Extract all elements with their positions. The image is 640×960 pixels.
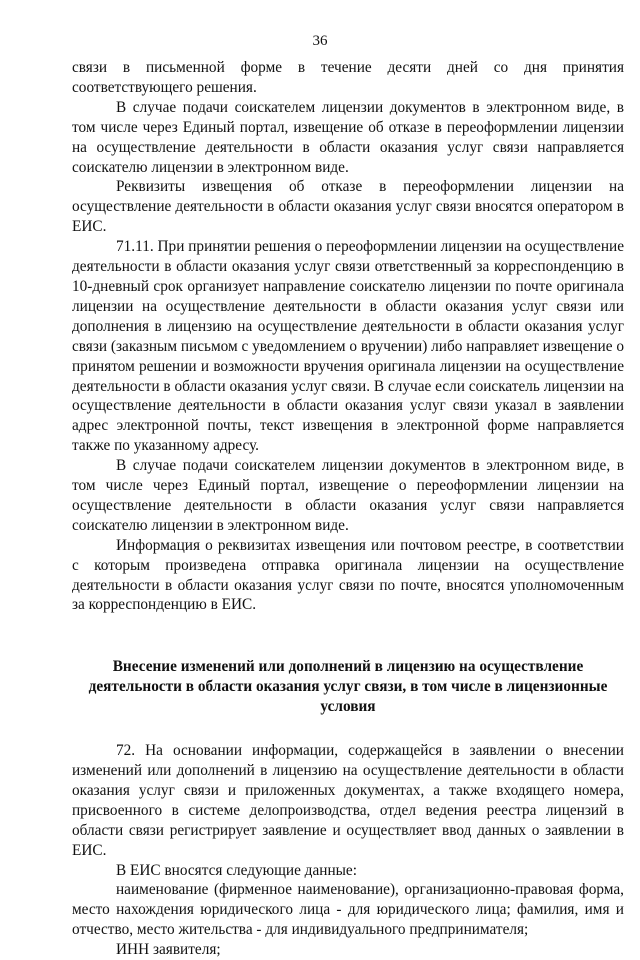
paragraph-eis-data-intro: В ЕИС вносятся следующие данные: (116, 861, 357, 879)
page-number: 36 (312, 33, 328, 49)
paragraph-72: 72. На основании информации, содержащейся в заявлении о внесении изменений или дополнений в лицензию на осуществление деятельности в области оказания услуг связи и приложенных документах, а также входящего номера, присвоенного в системе делопроизводства, отдел ведения реестра лицензий в области связи регистрирует заявление и осуществляет ввод данных о заявлении в ЕИС. (72, 742, 624, 859)
paragraph-refusal-details: Реквизиты извещения об отказе в переоформлении лицензии на осуществление деятельности в области оказания услуг связи вносятся оператором в ЕИС. (72, 178, 624, 236)
section-heading: Внесение изменений или дополнений в лицензию на осуществление деятельности в области оказания услуг связи, в том числе в лицензионные условия (88, 658, 608, 716)
document-body (72, 58, 624, 960)
paragraph-electronic-reissue: В случае подачи соискателем лицензии документов в электронном виде, в том числе через Единый портал, извещение о переоформлении лицензии на осуществление деятельности в области оказания услуг связи направляется соискателю лицензии в электронном виде. (72, 457, 624, 534)
paragraph-71-11: 71.11. При принятии решения о переоформлении лицензии на осуществление деятельности в области оказания услуг связи ответственный за корреспонденцию в 10-дневный срок организует направление соискателю лицензии по почте оригинала лицензии на осуществление деятельности в области оказания услуг связи или дополнения в лицензию на осуществление деятельности в области оказания услуг связи (заказным письмом с уведомлением о вручении) либо направляет извещение о принятом решении и возможности вручения оригинала лицензии на осуществление деятельности в области оказания услуг связи. В случае если соискатель лицензии на осуществление деятельности в области оказания услуг связи указал в заявлении адрес электронной почты, текст извещения в электронной форме направляется также по указанному адресу. (72, 238, 624, 455)
paragraph-continuation: связи в письменной форме в течение десяти дней со дня принятия соответствующего решения. (72, 59, 624, 96)
paragraph-applicant-name: наименование (фирменное наименование), организационно-правовая форма, место нахождения юридического лица - для юридического лица; фамилия, имя и отчество, место жительства - для индивидуального предпринимателя; (72, 881, 624, 939)
paragraph-inn: ИНН заявителя; (116, 941, 221, 959)
paragraph-electronic-refusal: В случае подачи соискателем лицензии документов в электронном виде, в том числе через Единый портал, извещение об отказе в переоформлении лицензии на осуществление деятельности в области оказания услуг связи направляется соискателю лицензии в электронном виде. (72, 98, 624, 176)
paragraph-postal-register: Информация о реквизитах извещения или почтовом реестре, в соответствии с которым произведена отправка оригинала лицензии на осуществление деятельности в области оказания услуг связи по почте, вносятся уполномоченным за корреспонденцию в ЕИС. (72, 536, 624, 614)
